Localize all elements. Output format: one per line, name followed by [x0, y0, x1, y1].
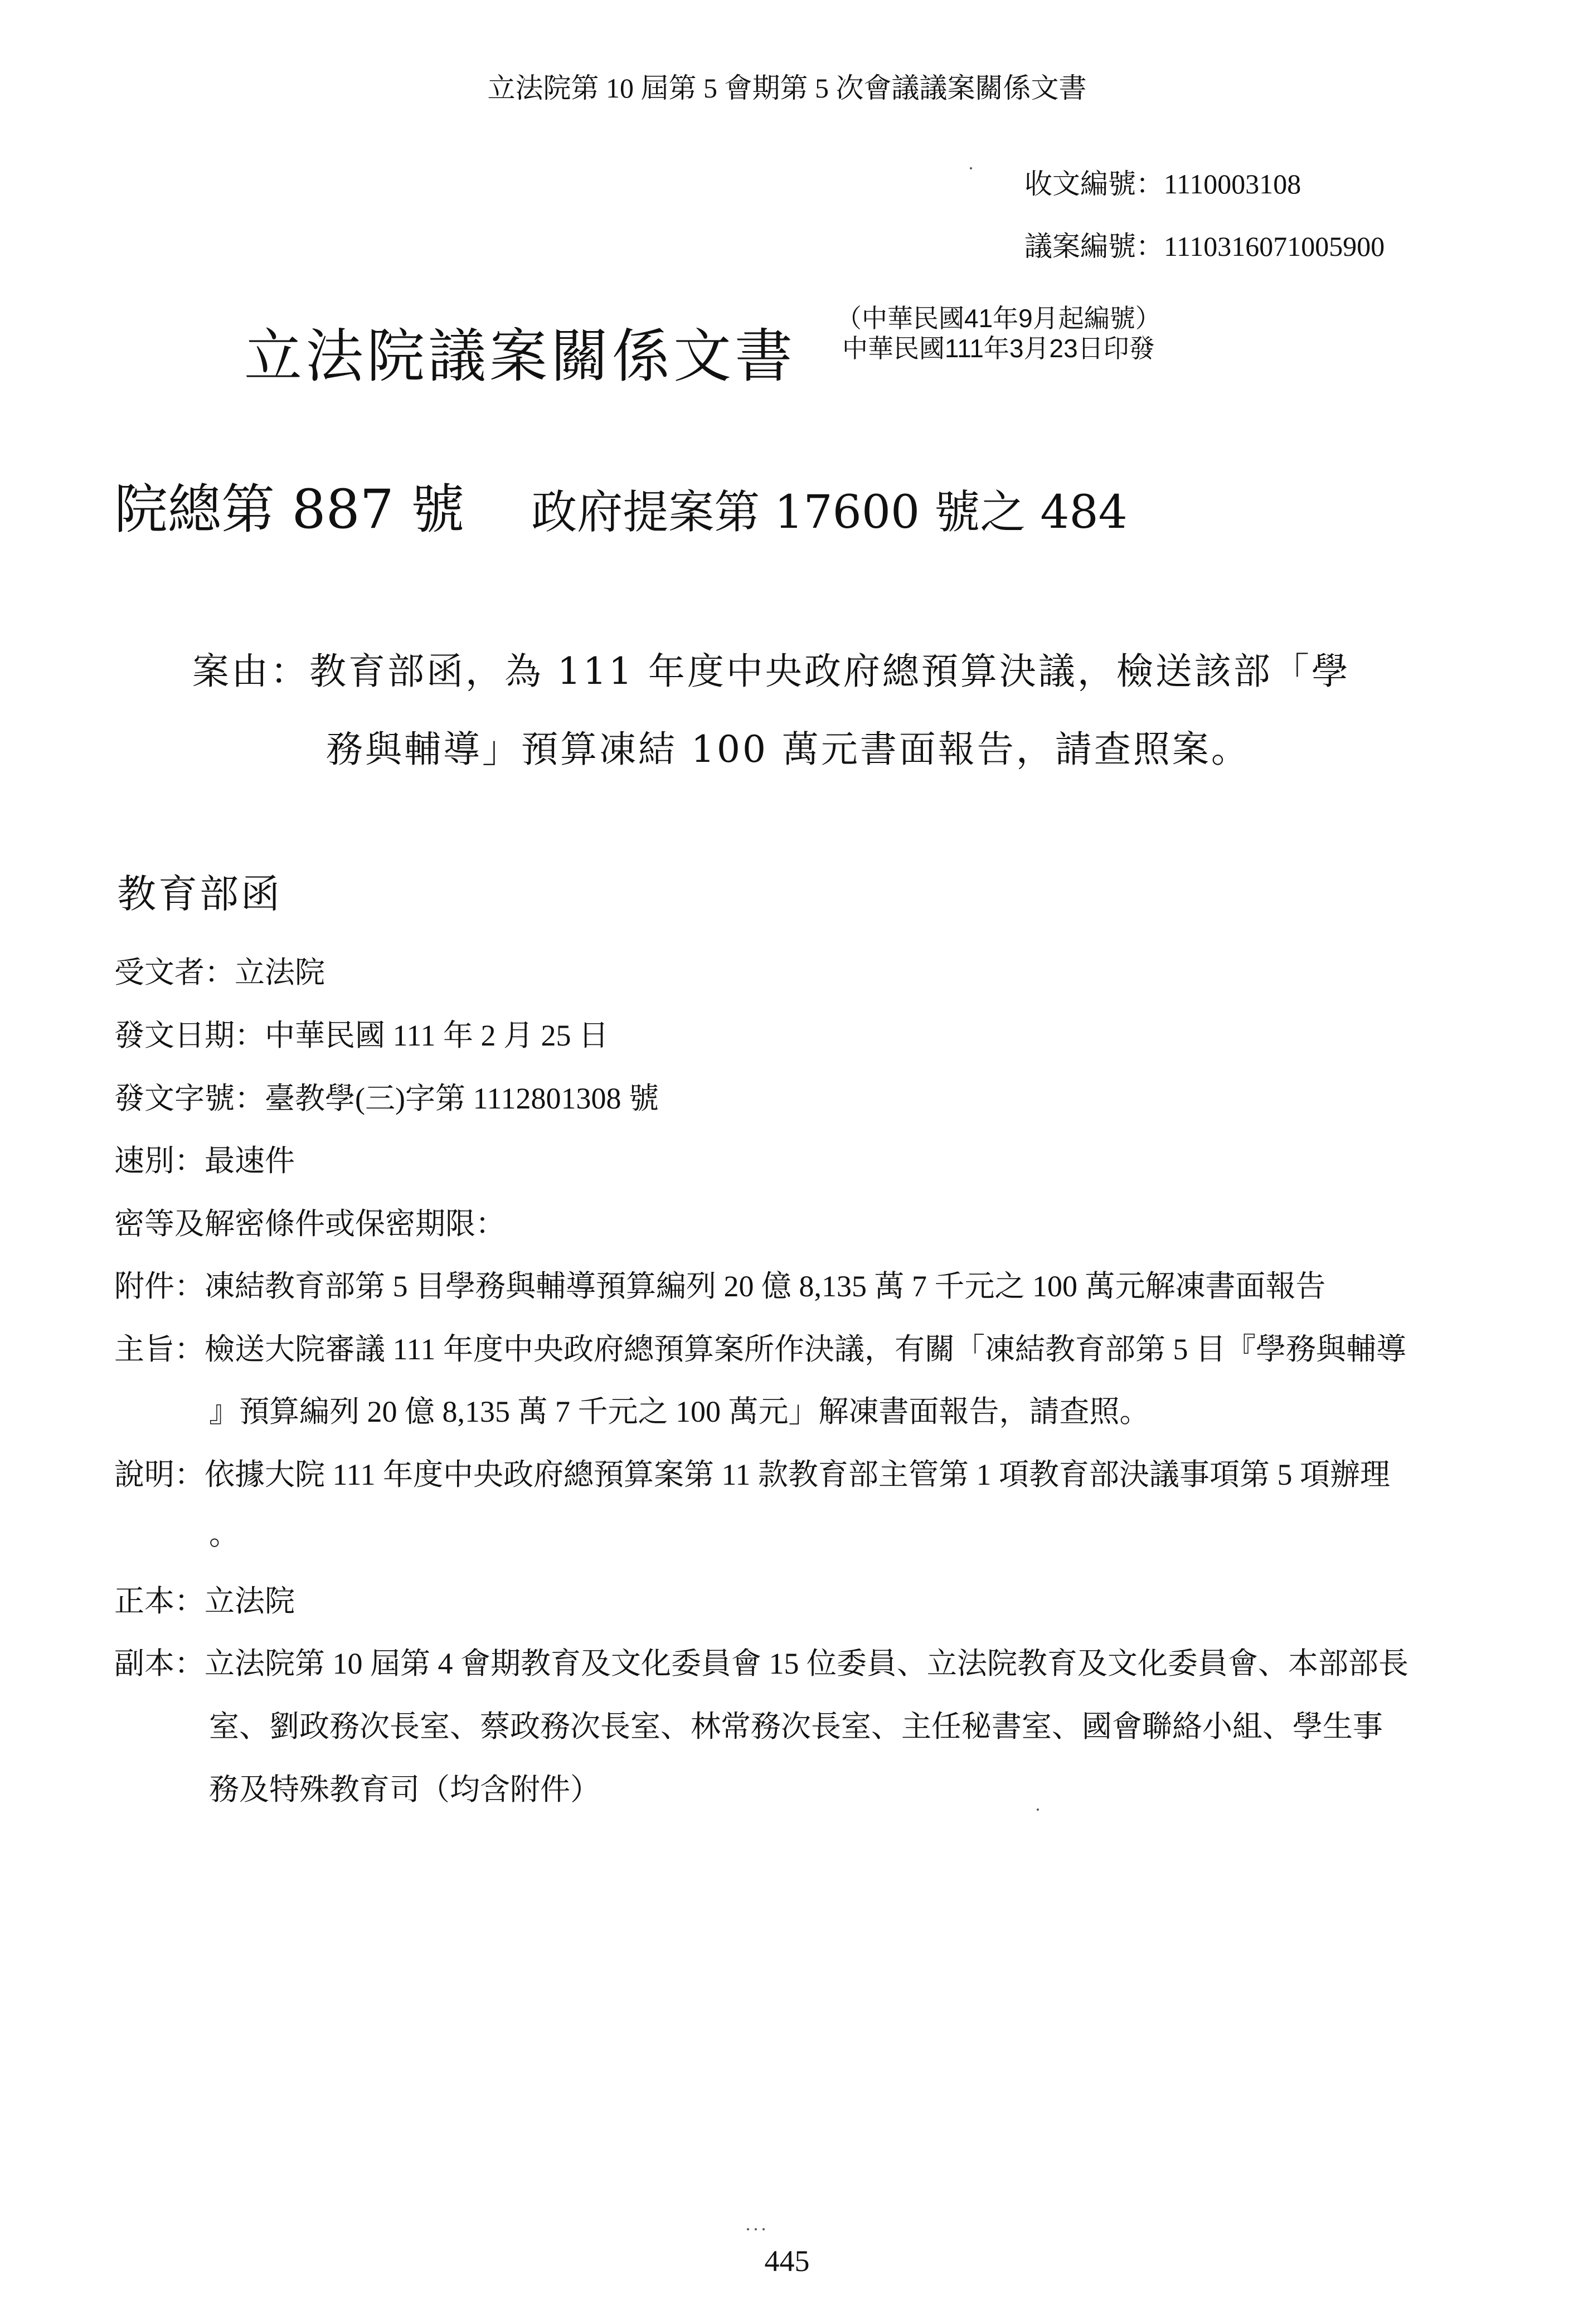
speed-label: 速別： — [114, 1144, 205, 1178]
subject — [192, 633, 1508, 789]
copy-line-1: 立法院第 10 屆第 4 會期教育及文化委員會 15 位委員、立法院教育及文化委員會、本部部長 — [205, 1647, 1408, 1680]
date-row — [114, 1012, 609, 1054]
speed-row — [114, 1137, 295, 1180]
copy-label: 副本： — [114, 1647, 205, 1680]
explanation-row — [114, 1451, 1390, 1494]
purpose-line-1: 檢送大院審議 111 年度中央政府總預算案所作決議，有關「凍結教育部第 5 目『學務與輔導 — [205, 1333, 1406, 1366]
receipt-number-line — [1024, 162, 1301, 202]
recipient-row — [114, 949, 325, 991]
original-label: 正本： — [114, 1584, 205, 1618]
original-value: 立法院 — [205, 1584, 295, 1618]
purpose-line-2: 』預算編列 20 億 8,135 萬 7 千元之 100 萬元」解凍書面報告，請查照。 — [209, 1395, 1150, 1428]
gov-proposal-number: 政府提案第 17600 號之 484 — [531, 486, 1128, 539]
title-notes — [836, 303, 1161, 363]
subject-line-1: 案由：教育部函，為 111 年度中央政府總預算決議，檢送該部「學 — [192, 650, 1350, 693]
date-value: 中華民國 111 年 2 月 25 日 — [265, 1019, 609, 1052]
scan-speck — [755, 2228, 757, 2230]
bill-number-line — [1024, 224, 1384, 264]
scan-speck — [1037, 1808, 1039, 1811]
document-numbers — [114, 467, 1128, 543]
copy-line-2: 室、劉政務次長室、蔡政務次長室、林常務次長室、主任秘書室、國會聯絡小組、學生事 — [209, 1710, 1383, 1743]
subject-line-2: 務與輔導」預算凍結 100 萬元書面報告，請查照案。 — [326, 728, 1250, 771]
scan-speck — [762, 2228, 765, 2230]
receipt-label: 收文編號： — [1024, 168, 1164, 200]
attachment-row — [114, 1262, 1326, 1305]
purpose-row — [114, 1325, 1406, 1368]
bill-number: 1110316071005900 — [1164, 231, 1385, 262]
speed-value: 最速件 — [205, 1144, 295, 1178]
secrecy-label: 密等及解密條件或保密期限： — [114, 1207, 506, 1241]
copy-line-3: 務及特殊教育司（均含附件） — [209, 1773, 600, 1806]
date-label: 發文日期： — [114, 1019, 265, 1052]
reference-label: 發文字號： — [114, 1082, 265, 1115]
numbering-note: （中華民國41年9月起編號） — [836, 304, 1161, 333]
letter-title: 教育部函 — [117, 871, 282, 917]
running-header: 立法院第 10 屆第 5 會期第 5 次會議議案關係文書 — [487, 72, 1087, 104]
explanation-line-1: 依據大院 111 年度中央政府總預算案第 11 款教育部主管第 1 項教育部決議事項第 5 項辦理 — [205, 1458, 1390, 1491]
bill-label: 議案編號： — [1024, 231, 1164, 262]
explanation-line-2: 。 — [209, 1518, 239, 1551]
secrecy-row — [114, 1200, 506, 1243]
reference-value: 臺教學(三)字第 1112801308 號 — [265, 1082, 659, 1115]
scan-speck — [970, 167, 972, 169]
attachment-value: 凍結教育部第 5 目學務與輔導預算編列 20 億 8,135 萬 7 千元之 100 萬元解凍書面報告 — [205, 1270, 1326, 1303]
original-row — [114, 1577, 295, 1620]
recipient-value: 立法院 — [235, 956, 325, 989]
page-number: 445 — [764, 2244, 810, 2278]
purpose-label: 主旨： — [114, 1333, 205, 1366]
printed-date-note: 中華民國111年3月23日印發 — [842, 334, 1155, 363]
receipt-number: 1110003108 — [1164, 168, 1301, 200]
recipient-label: 受文者： — [114, 956, 235, 989]
document-title: 立法院議案關係文書 — [244, 322, 796, 390]
attachment-label: 附件： — [114, 1270, 205, 1303]
scan-speck — [747, 2228, 749, 2230]
yuan-total-number: 院總第 887 號 — [114, 478, 465, 541]
explanation-label: 說明： — [114, 1458, 205, 1491]
reference-row — [114, 1075, 659, 1117]
copy-row — [114, 1640, 1408, 1683]
